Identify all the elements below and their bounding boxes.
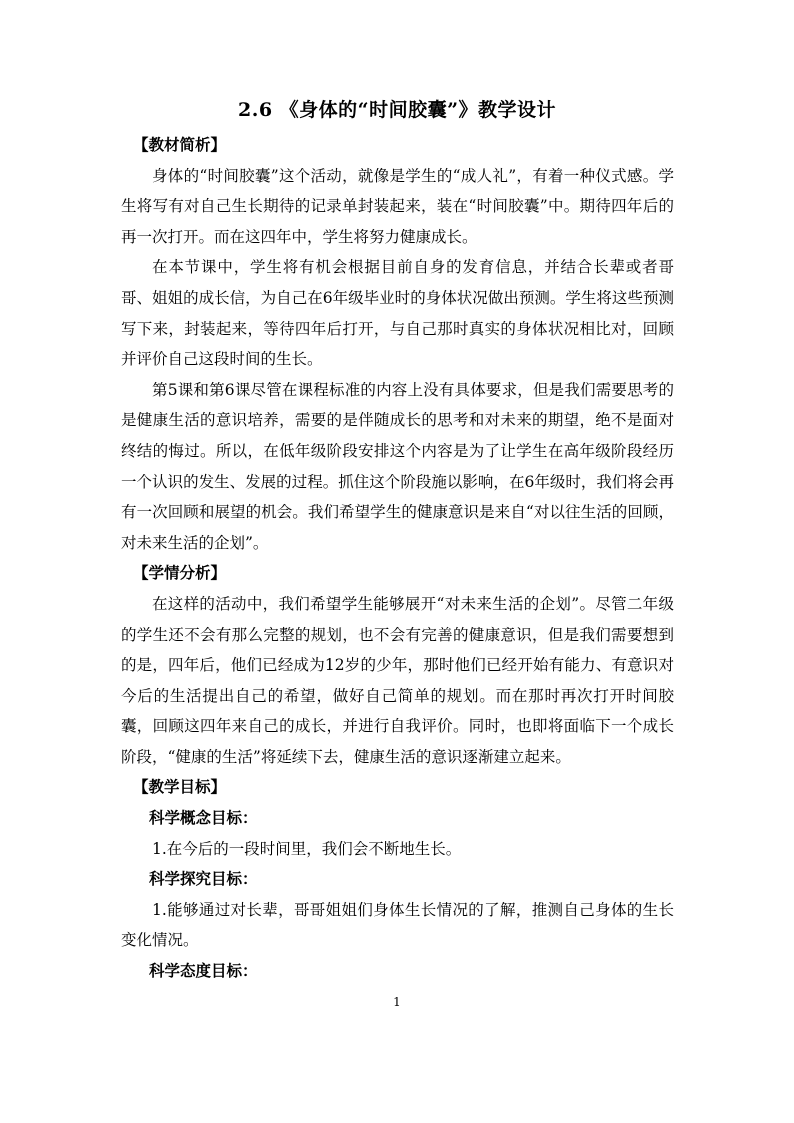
material-paragraph-2: 在本节课中，学生将有机会根据目前自身的发育信息，并结合长辈或者哥哥、姐姐的成长信，为自己在6年级毕业时的身体状况做出预测。学生将这些预测写下来，封装起来，等待四年后打开，与自己那时真实的身体状况相比对，回顾并评价自己这段时间的生长。 (121, 258, 674, 369)
attitude-goal-heading: 科学态度目标： (149, 961, 258, 981)
document-title: 2.6 《身体的“时间胶囊”》教学设计 (237, 99, 557, 121)
section-heading-student: 【学情分析】 (133, 563, 227, 583)
section-heading-goals: 【教学目标】 (133, 777, 227, 797)
concept-goal-heading: 科学概念目标： (149, 808, 258, 828)
material-paragraph-3: 第5课和第6课尽管在课程标准的内容上没有具体要求，但是我们需要思考的是健康生活的意识培养，需要的是伴随成长的思考和对未来的期望，绝不是面对终结的悔过。所以，在低年级阶段安排这个内容是为了让学生在高年级阶段经历一个认识的发生、发展的过程。抓住这个阶段施以影响，在6年级时，我们将会再有一次回顾和展望的机会。我们希望学生的健康意识是来自“对以往生活的回顾，对未来生活的企划”。 (121, 380, 674, 552)
material-paragraph-1: 身体的“时间胶囊”这个活动，就像是学生的“成人礼”，有着一种仪式感。学生将写有对自己生长期待的记录单封装起来，装在“时间胶囊”中。期待四年后的再一次打开。而在这四年中，学生将努力健康成长。 (121, 166, 674, 246)
student-paragraph-1: 在这样的活动中，我们希望学生能够展开“对未来生活的企划”。尽管二年级的学生还不会有那么完整的规划，也不会有完善的健康意识，但是我们需要想到的是，四年后，他们已经成为12岁的少年，那时他们已经开始有能力、有意识对今后的生活提出自己的希望，做好自己简单的规划。而在那时再次打开时间胶囊，回顾这四年来自己的成长，并进行自我评价。同时，也即将面临下一个成长阶段，“健康的生活”将延续下去，健康生活的意识逐渐建立起来。 (121, 594, 674, 766)
inquiry-goal-heading: 科学探究目标： (149, 869, 258, 889)
page-number: 1 (393, 995, 401, 1009)
section-heading-material: 【教材简析】 (133, 135, 227, 154)
document-body (121, 130, 674, 987)
inquiry-goal-item-1: 1.能够通过对长辈，哥哥姐姐们身体生长情况的了解，推测自己身体的生长变化情况。 (121, 900, 674, 950)
concept-goal-item-1: 1.在今后的一段时间里，我们会不断地生长。 (152, 839, 462, 858)
